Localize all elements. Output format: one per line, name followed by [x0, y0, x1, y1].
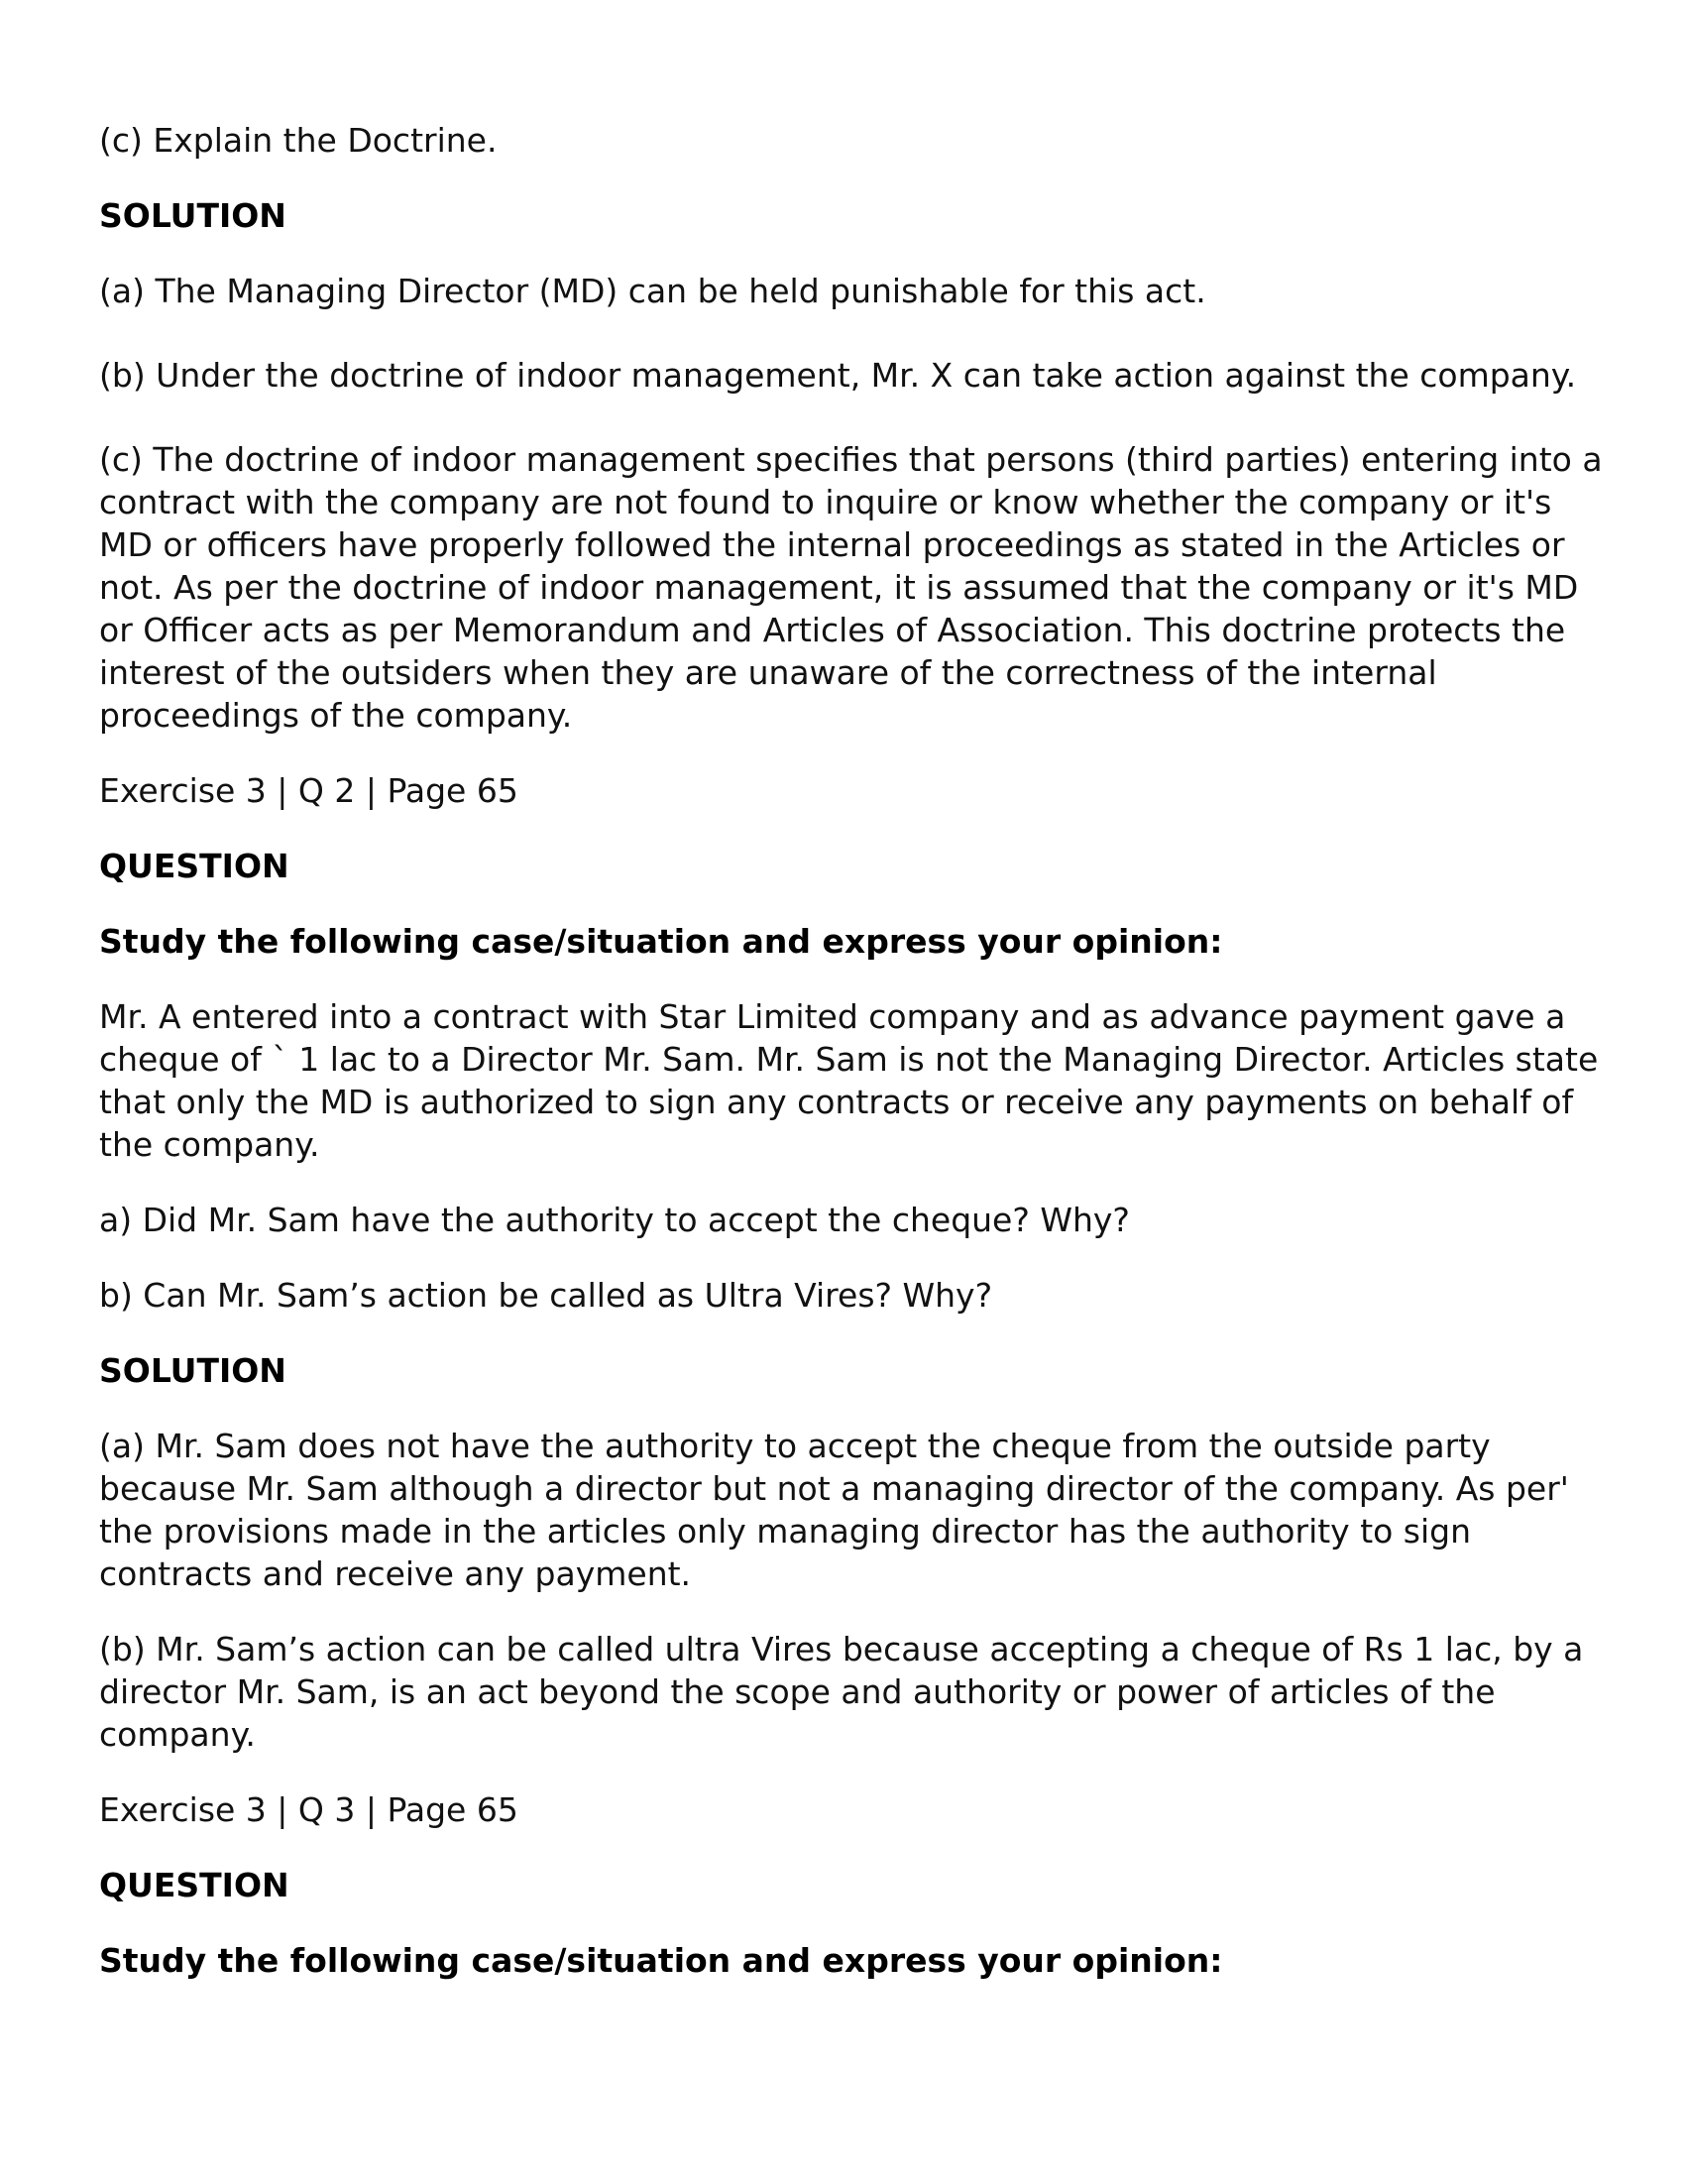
exercise-reference: Exercise 3 | Q 3 | Page 65: [99, 1790, 518, 1829]
solution-part-c: (c) The doctrine of indoor management specifies that persons (third parties) entering into a contract with the company are not found to inquire or know whether the company or it's MD or officers have properly followed the internal proceedings as stated in the Articles or not. As per the doctrine of indoor management, it is assumed that the company or it's MD or Officer acts as per Memorandum and Articles of Association. This doctrine protects the interest of the outsiders when they are unaware of the correctness of the internal proceedings of the company.: [99, 440, 1603, 735]
exercise-reference: Exercise 3 | Q 2 | Page 65: [99, 771, 518, 810]
solution-part-a: (a) The Managing Director (MD) can be held punishable for this act.: [99, 272, 1206, 310]
question-part-a: a) Did Mr. Sam have the authority to accept the cheque? Why?: [99, 1201, 1130, 1239]
question-part-b: b) Can Mr. Sam’s action be called as Ultra Vires? Why?: [99, 1276, 993, 1315]
solution-part-a: (a) Mr. Sam does not have the authority to accept the cheque from the outside party because Mr. Sam although a director but not a managing director of the company. As per' the provisions made in the articles only managing director has the authority to sign contracts and receive any payment.: [99, 1427, 1569, 1593]
solution-part-b: (b) Mr. Sam’s action can be called ultra Vires because accepting a cheque of Rs 1 lac, by a director Mr. Sam, is an act beyond the scope and authority or power of articles of the company.: [99, 1630, 1584, 1754]
question-part-c: (c) Explain the Doctrine.: [99, 121, 498, 160]
question-heading: QUESTION: [99, 1866, 289, 1904]
question-instruction: Study the following case/situation and express your opinion:: [99, 1941, 1223, 1980]
solution-part-b: (b) Under the doctrine of indoor management, Mr. X can take action against the company.: [99, 356, 1577, 395]
question-heading: QUESTION: [99, 847, 289, 885]
case-description: Mr. A entered into a contract with Star Limited company and as advance payment gave a cheque of ` 1 lac to a Director Mr. Sam. Mr. Sam is not the Managing Director. Articles state that only the MD is authorized to sign any contracts or receive any payments on behalf of the company.: [99, 997, 1599, 1164]
solution-heading: SOLUTION: [99, 1351, 286, 1390]
document-page: [99, 119, 1606, 2014]
question-instruction: Study the following case/situation and express your opinion:: [99, 922, 1223, 961]
solution-heading: SOLUTION: [99, 196, 286, 235]
